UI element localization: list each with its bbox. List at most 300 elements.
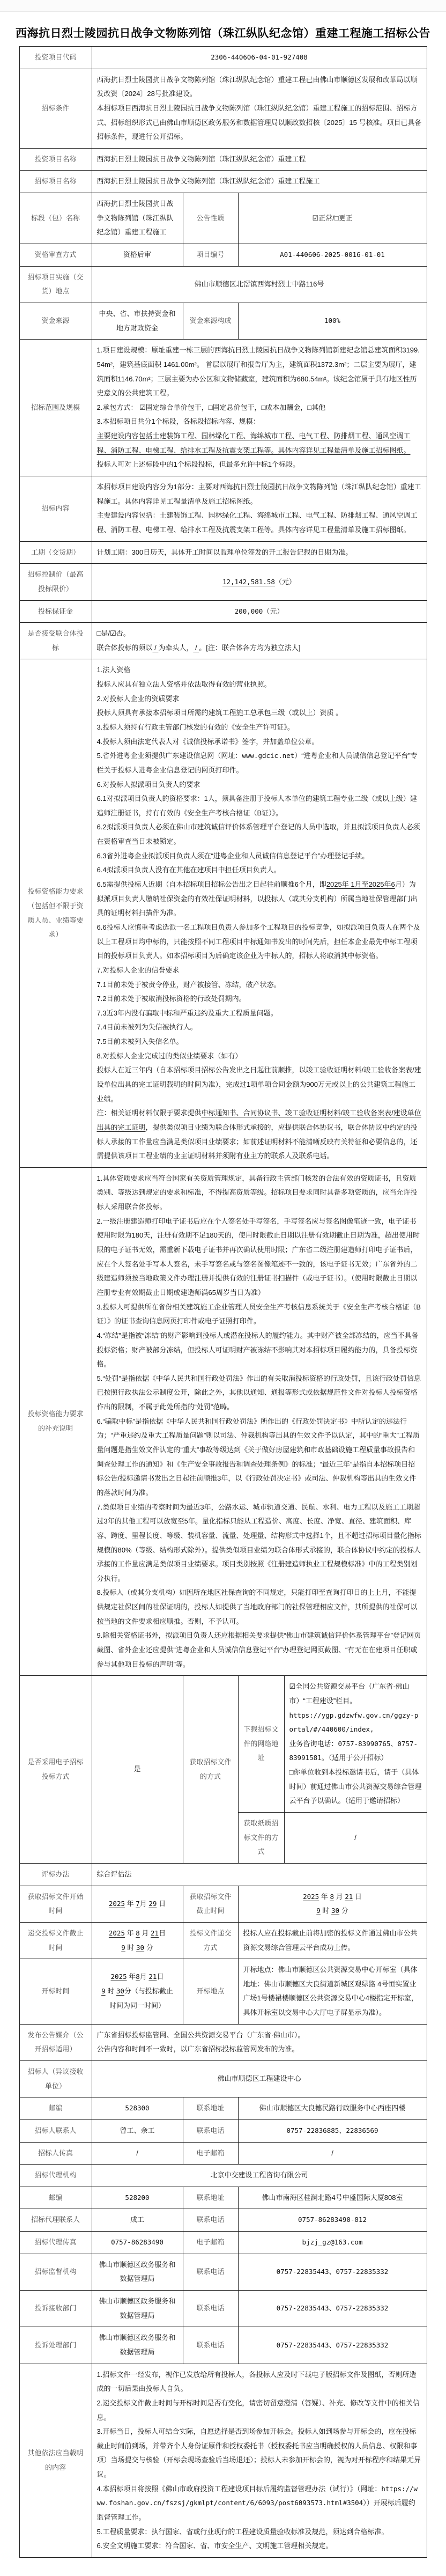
- row-value: [238, 1886, 427, 1922]
- text-line: [97, 1415, 422, 1500]
- row-value: [238, 2142, 427, 2165]
- text-line: [243, 2191, 422, 2205]
- text-segment: 分: [144, 1943, 153, 1952]
- row-label: [238, 1676, 284, 1813]
- table-row: [19, 1167, 427, 1675]
- row-value: [92, 2254, 183, 2290]
- announcement-table-body: [19, 47, 427, 2558]
- text-line: [25, 2168, 87, 2183]
- text-segment: 招标代理联系人: [31, 2216, 80, 2224]
- row-label: [19, 244, 92, 267]
- row-label: [19, 2291, 92, 2327]
- text-segment: 招标代理机构: [34, 2171, 77, 2180]
- row-value: [238, 244, 427, 267]
- table-row: [19, 541, 427, 564]
- row-label: [19, 47, 92, 69]
- text-line: [188, 1755, 233, 1784]
- text-segment: www.gdcic.net: [242, 752, 295, 760]
- row-label: [19, 623, 92, 659]
- text-line: [243, 1816, 279, 1859]
- text-segment: 9: [101, 1987, 106, 1996]
- text-line: [97, 2525, 422, 2540]
- text-line: [188, 2191, 233, 2205]
- table-row: [19, 2187, 427, 2209]
- text-line: [97, 73, 422, 101]
- text-segment: 2306-440606-04-01-927408: [211, 53, 308, 61]
- text-segment: 年: [125, 1899, 136, 1908]
- text-segment: 是否采用电子招标投标方式: [27, 1757, 84, 1780]
- row-value: [92, 2097, 183, 2120]
- text-segment: 日: [159, 1929, 166, 1937]
- text-segment: 时: [105, 1987, 116, 1996]
- text-segment: 30: [116, 1987, 124, 1996]
- text-segment: /: [136, 2148, 138, 2157]
- text-line: [25, 1984, 87, 1999]
- table-row: [19, 2165, 427, 2187]
- text-line: [97, 401, 422, 415]
- text-segment: 7.2目前未处于被取消投标资格的行政处罚期内。: [96, 995, 246, 1003]
- row-value: [238, 2209, 427, 2232]
- text-line: [97, 2482, 422, 2525]
- table-row: [19, 2142, 427, 2165]
- row-label: [183, 1959, 238, 2025]
- text-line: [188, 2338, 233, 2353]
- row-label: [19, 476, 92, 542]
- text-segment: bjzj_gz@163.com: [302, 2238, 363, 2247]
- text-segment: 联系电话: [196, 2126, 225, 2135]
- text-line: [243, 2101, 422, 2116]
- text-segment: 注：相关证明材料仅限于要求提供: [96, 1109, 202, 1117]
- row-value: [238, 2254, 427, 2290]
- text-line: [97, 2072, 422, 2086]
- text-segment: /: [354, 1833, 356, 1842]
- text-line: [97, 480, 422, 509]
- text-line: [188, 2235, 233, 2250]
- text-line: [97, 1984, 178, 1999]
- text-segment: □是/☑否。: [96, 629, 130, 638]
- text-segment: 时: [125, 1943, 137, 1952]
- text-segment: 佛山市顺德区政务服务和数据管理局: [99, 2334, 176, 2356]
- row-value: [284, 1676, 427, 1813]
- text-line: [188, 2124, 233, 2138]
- table-row: [19, 2119, 427, 2142]
- text-segment: 2025: [110, 1973, 127, 1981]
- text-line: [97, 678, 422, 692]
- text-line: [25, 2124, 87, 2138]
- text-line: [97, 546, 422, 560]
- text-segment: 发布公告媒介（公开招标适用）: [27, 2030, 84, 2054]
- row-value: [92, 2232, 183, 2254]
- text-line: [243, 2338, 422, 2353]
- text-line: [188, 2213, 233, 2227]
- text-segment: 中标通知书、合同协议书、竣工验收证明材料/竣工验收备案表/建设单位出具的完工证明: [96, 1109, 421, 1131]
- text-line: [97, 307, 178, 335]
- text-segment: 1.法人资格: [96, 666, 131, 674]
- text-segment: 联系电话: [196, 2341, 225, 2349]
- text-line: [97, 1172, 422, 1215]
- text-segment: /: [331, 2148, 333, 2157]
- text-segment: 7.1目前未处于被责令停业，财产被接管、冻结，破产状态。: [96, 980, 281, 989]
- text-line: [97, 458, 422, 472]
- text-segment: 0757-22835443: [276, 2304, 329, 2313]
- table-row: [19, 2024, 427, 2060]
- text-line: [243, 1904, 422, 1918]
- row-label: [19, 2364, 92, 2557]
- text-line: [188, 1984, 233, 1999]
- text-segment: 佛山市南海区桂澜北路4号中盛国际大厦808室: [262, 2193, 403, 2202]
- text-segment: 6.1对拟派项目负责人的资格要求：1人，须具备注册于投标人本单位的建筑工程专业二级（或以上级）建造师注册证书，持有有效的《安全生产考核合格证（B证）》。: [96, 794, 417, 817]
- text-line: [25, 2446, 87, 2475]
- table-row: [19, 1922, 427, 1959]
- text-segment: 计划工期：300日历天，具体开工时间以监理单位签发的开工报告记载的日期为准。: [96, 548, 353, 556]
- table-row: [19, 266, 427, 303]
- row-value: [92, 2209, 183, 2232]
- row-value: [92, 340, 427, 476]
- text-segment: 招标内容: [41, 504, 70, 512]
- text-segment: 3.本招标项目共分1个标段，各标段招标内容、规模：: [96, 417, 260, 426]
- text-line: [97, 921, 422, 963]
- table-row: [19, 2232, 427, 2254]
- text-line: [243, 2213, 422, 2227]
- text-line: [289, 1765, 422, 1808]
- text-line: [97, 663, 422, 678]
- text-segment: 评标办法: [41, 1870, 70, 1878]
- text-segment: 佛山市顺德区工程建设中心: [217, 2074, 301, 2083]
- text-line: [97, 197, 178, 240]
- text-segment: 为牵头人，: [158, 643, 194, 652]
- text-line: [243, 2265, 422, 2279]
- text-line: [25, 2338, 87, 2353]
- text-segment: 广东省招标投标监管网、全国公共资源交易平台（广东省·佛山市）。: [96, 2030, 305, 2039]
- text-line: [97, 1897, 178, 1911]
- text-line: [97, 749, 422, 777]
- text-segment: 0757-22835332: [336, 2341, 389, 2349]
- row-value: [92, 1167, 427, 1675]
- text-segment: 2025年 1月至2025年6: [326, 880, 395, 889]
- text-line: [25, 211, 87, 226]
- text-segment: 北京中交建设工程咨询有限公司: [210, 2171, 308, 2180]
- text-segment: 招标人（异议接收单位）: [27, 2067, 84, 2090]
- row-label: [183, 1886, 238, 1922]
- text-segment: 招标项目名称: [34, 177, 77, 186]
- row-value: [238, 2291, 427, 2327]
- text-segment: 4.“冻结”是指被“冻结”的财产影响到投标人或潜在投标人的履约能力。其中财产被全部冻结的，应当不具备投标资格；财产被部分冻结，但投标人可证明财产被冻结不影响其对本招标项目履约能力的，具备投标资格。: [96, 1331, 419, 1368]
- text-segment: 公告内容和时间不一致时，以广东省招标投标监管网发布的为准。: [96, 2045, 299, 2054]
- row-label: [19, 2254, 92, 2290]
- text-segment: 联合体投标的须以: [96, 643, 153, 652]
- text-line: [97, 2146, 178, 2161]
- text-segment: 21: [151, 1929, 159, 1937]
- row-value: [92, 2024, 427, 2060]
- text-segment: 联系地址: [196, 2193, 225, 2202]
- text-line: [25, 2146, 87, 2161]
- row-label: [19, 1959, 92, 2025]
- text-segment: 9: [316, 1907, 321, 1915]
- row-value: [238, 1959, 427, 2025]
- text-segment: 1.项目建设规模：原址重建一栋三层的西海抗日烈士陵园抗日战争文物陈列馆新建纪念馆总建筑面积3199.54m²，建筑基底面积 1461.00m²。 首层以展厅和报告厅为主，建筑面积1372.3m²；二层主要为展厅，建筑面积1146.70m²；三层主要为办公区和文物储藏室，建筑面积为680.54m²。该纪念馆属于具有地区性历史意义的公共建筑工程。: [96, 346, 420, 398]
- text-segment: 项目编号: [196, 251, 225, 259]
- text-line: [25, 502, 87, 516]
- text-segment: 月: [139, 1929, 151, 1937]
- text-line: [188, 2101, 233, 2116]
- text-segment: 528300: [125, 2104, 150, 2113]
- text-segment: 日: [157, 1973, 164, 1981]
- text-line: [97, 1926, 178, 1941]
- text-segment: 招标人传真: [38, 2148, 73, 2157]
- text-line: [97, 1867, 422, 1882]
- text-line: [97, 248, 178, 262]
- text-segment: 0757-22835443: [276, 2341, 329, 2349]
- text-segment: 0757-86283490: [111, 2238, 163, 2247]
- row-value: [92, 2364, 427, 2557]
- text-segment: 5.省外进粤企业须提供广东建设信息网（网址：: [96, 752, 242, 760]
- row-label: [19, 1863, 92, 1886]
- text-segment: 。（适用于公开招标）: [321, 1754, 388, 1762]
- text-line: [243, 248, 422, 262]
- text-segment: 8: [136, 1973, 140, 1981]
- text-segment: 0757-83990765: [338, 1739, 391, 1748]
- text-line: [25, 2191, 87, 2205]
- text-line: [243, 1723, 279, 1765]
- text-line: [97, 692, 422, 706]
- row-value: [92, 266, 427, 303]
- text-segment: ☑正常/□更正: [312, 214, 353, 222]
- text-line: [97, 343, 422, 401]
- text-line: [97, 605, 422, 619]
- text-segment: 6.4拟派项目负责人没有在其他在建项目中担任项目负责人。: [96, 866, 281, 874]
- text-line: [97, 101, 422, 144]
- text-segment: 西海抗日烈士陵园抗日战争文物陈列馆（珠江纵队纪念馆）重建工程: [96, 154, 306, 163]
- text-line: [25, 314, 87, 328]
- text-segment: 招标控制价（最高投标限价）: [27, 570, 84, 593]
- text-segment: 业务咨询电话：: [289, 1739, 338, 1748]
- text-segment: 528200: [125, 2193, 150, 2202]
- row-label: [19, 541, 92, 564]
- table-row: [19, 2097, 427, 2120]
- table-row: [19, 564, 427, 600]
- text-line: [243, 211, 422, 226]
- text-line: [97, 963, 422, 978]
- text-segment: 月: [139, 1899, 149, 1908]
- row-label: [183, 1922, 238, 1959]
- text-segment: 投标资格能力要求（包括但不限于资质人员、业绩等要求）: [27, 887, 84, 939]
- row-value: [284, 1813, 427, 1864]
- table-row: [19, 1676, 427, 1813]
- text-segment: 获取招标文件截止时间: [189, 1892, 232, 1915]
- text-segment: 6.“骗取中标”是指依据《中华人民共和国行政处罚法》所作出的《行政处罚决定书》中所认定的违法行为；“严重违约及重大工程质量问题”则以司法、仲裁机构等出具的生效文件予以认定，其中的“重大”工程质量问题是指生效文件认定的“重大”事故等级达到《关于做好房屋建筑和市政基础设施工程质量事故报告和调查处理工作的通知》和《生产安全事故报告和调查处理条例》的标准；“最近三年”是指自本招标项目招标公告/投标邀请书发出之日起往前顺推3年，以《行政处罚决定书》或司法、仲裁机构等出具的生效文件的落款时间为准。: [96, 1417, 420, 1497]
- text-segment: 30: [331, 1907, 340, 1915]
- text-line: [97, 878, 422, 921]
- row-value: [92, 2327, 183, 2364]
- row-value: [92, 1886, 183, 1922]
- row-value: [92, 2061, 427, 2097]
- row-value: [238, 193, 427, 244]
- text-segment: 7.对投标人企业的信誉要求: [96, 966, 180, 974]
- table-row: [19, 2061, 427, 2097]
- text-line: [97, 720, 422, 735]
- row-label: [19, 659, 92, 1167]
- text-segment: 100%: [324, 317, 341, 325]
- row-value: [238, 2097, 427, 2120]
- text-segment: 成工: [130, 2216, 144, 2224]
- text-segment: 21: [345, 1892, 353, 1901]
- text-segment: 、: [390, 1739, 398, 1748]
- row-value: [238, 1922, 427, 1959]
- text-segment: 获取招标文件开始时间: [27, 1892, 84, 1915]
- table-row: [19, 244, 427, 267]
- text-line: [25, 50, 87, 65]
- text-segment: 0757-22836885: [286, 2126, 339, 2135]
- text-line: [97, 174, 422, 189]
- row-label: [183, 2291, 238, 2327]
- text-segment: 投标资格能力要求的补充说明: [27, 1410, 84, 1433]
- text-segment: 8: [330, 1892, 334, 1901]
- text-segment: 获取纸质招标文件的方式: [243, 1819, 279, 1856]
- row-label: [183, 244, 238, 267]
- text-line: [97, 1941, 178, 1955]
- text-segment: 递交投标文件截止时间: [27, 1929, 84, 1952]
- text-segment: 综合评估法: [96, 1870, 132, 1878]
- text-segment: 0757-22835443: [276, 2268, 329, 2276]
- text-line: [25, 2235, 87, 2250]
- text-line: [243, 314, 422, 328]
- row-label: [183, 2209, 238, 2232]
- text-line: [243, 2301, 422, 2316]
- text-segment: 是否接受联合体投标: [27, 629, 84, 652]
- table-row: [19, 2291, 427, 2327]
- row-value: [238, 303, 427, 339]
- text-line: [97, 2235, 178, 2250]
- text-segment: 下载招标文件的网络地址: [243, 1725, 279, 1762]
- text-segment: 投标文件递交方式: [189, 1929, 232, 1952]
- row-value: [238, 2119, 427, 2142]
- text-line: [97, 820, 422, 849]
- text-line: [25, 2101, 87, 2116]
- row-value: [92, 623, 427, 659]
- text-segment: 0757-22835332: [336, 2268, 389, 2276]
- text-line: [289, 1831, 422, 1845]
- text-segment: 7.类似项目业绩的考察时间为最近3年，公路水运、城市轨道交通、民航、水利、电力工程以及施工工期超过3年的其他工程可以放宽至5年。量化指标只能从工程造价、高度、长度、净宽、直径、建筑面积、库容、跨度、里程长度、等级、装机容量、流量、处理量、结构形式中选择1个，且不超过招标项目量化指标规模的80%（等级、结构形式除外）。提供类似项目业绩为联合体形式承接的，联合体协议中约定的投标人承接的工作量应满足类似项目业绩要求。项目类别按照《注册建造师执业工程规模标准》中的工程类别划分执行。: [96, 1503, 421, 1583]
- table-row: [19, 340, 427, 476]
- text-segment: 招标项目实施（交货）地点: [27, 273, 84, 296]
- text-segment: 5.“处罚”是指依据《中华人民共和国行政处罚法》作出的有关取消投标资格的行政处罚，且该行政处罚信息已按照行政执法公示制度公开，除此之外，其他以通知、通报等形式或依据规范性文件对投标人投标资格作出的限制，不属于此处所指的“处罚”范畴。: [96, 1374, 421, 1411]
- text-segment: 本招标项目建设内容分为1部分：主要对西海抗日烈士陵园抗日战争文物陈列馆（珠江纵队纪念馆）重建工程施工。具体内容详见工程量清单及施工招标图纸。: [96, 483, 421, 505]
- text-line: [188, 2301, 233, 2316]
- row-label: [238, 1813, 284, 1864]
- text-segment: 0757-86283490-812: [298, 2216, 367, 2224]
- table-row: [19, 2209, 427, 2232]
- text-segment: 招标监督机构: [34, 2268, 77, 2276]
- text-segment: 2.递交投标文件截止时间与开标时间是否有变化，请密切留意澄清（答疑）、补充、修改等文件中的相关信息。: [96, 2398, 420, 2422]
- text-segment: 年: [127, 1973, 136, 1981]
- text-segment: 8.对投标人企业完成过的类似业绩要求（如有）: [96, 1051, 242, 1060]
- text-line: [188, 211, 233, 226]
- text-segment: 、: [329, 2304, 336, 2313]
- text-segment: 获取招标文件的方式: [189, 1757, 232, 1780]
- text-segment: 22836569: [346, 2126, 378, 2135]
- row-label: [19, 2209, 92, 2232]
- row-label: [19, 2119, 92, 2142]
- row-value: [92, 1863, 427, 1886]
- row-label: [183, 303, 238, 339]
- text-segment: 6.安全文明施工要求：符合国家、省、市安全生产、文明施工管理相关规定。: [96, 2542, 333, 2550]
- text-segment: /: [152, 643, 159, 652]
- row-label: [19, 600, 92, 623]
- text-segment: 投标人应具有独立法人资格并依法取得有效的营业执照。: [96, 680, 271, 689]
- text-segment: ）“进粤企业和人员诚信信息登记平台”专栏关于投标人进粤企业信息登记的网页打印件。: [96, 752, 418, 774]
- text-segment: 时间为同一时间）: [109, 2001, 165, 2010]
- text-line: [97, 627, 422, 641]
- text-line: [289, 1680, 422, 1708]
- text-segment: 公告性质: [196, 214, 225, 222]
- text-line: [25, 401, 87, 415]
- text-line: [97, 1300, 422, 1329]
- row-value: [92, 303, 183, 339]
- text-segment: 投资项目名称: [34, 154, 77, 163]
- text-line: [97, 849, 422, 864]
- row-label: [19, 2142, 92, 2165]
- text-line: [97, 863, 422, 878]
- text-segment: 分: [339, 1907, 348, 1915]
- text-line: [25, 1407, 87, 1436]
- text-segment: 分（与投标截止: [124, 1987, 173, 1996]
- row-label: [183, 2232, 238, 2254]
- text-segment: 2.对投标人企业的资质要求: [96, 694, 180, 703]
- row-label: [19, 2232, 92, 2254]
- row-value: [92, 1922, 183, 1959]
- text-segment: 工期（交货期）: [31, 548, 80, 556]
- text-line: [243, 1926, 422, 1955]
- text-segment: 0757-22835332: [336, 2304, 389, 2313]
- text-segment: 2.承包方式： ☑固定综合单价包干，□固定总价包干，□成本加酬金，□其他: [96, 403, 326, 411]
- table-row: [19, 2364, 427, 2557]
- row-label: [183, 193, 238, 244]
- text-segment: 、: [329, 2268, 336, 2276]
- text-segment: 西海抗日烈士陵园抗日战争文物陈列馆（珠江纵队纪念馆）重建工程已由佛山市顺德区发展和改革局以顺发改资〔2024〕28号批准建设。: [96, 75, 418, 98]
- text-segment: 邮编: [48, 2104, 63, 2113]
- text-segment: 佛山市顺德区政务服务和数据管理局: [99, 2297, 176, 2320]
- text-line: [243, 2124, 422, 2138]
- row-value: [92, 1959, 183, 2025]
- text-segment: 7.5目前未被列入失信名单。: [96, 1037, 183, 1046]
- text-line: [97, 2425, 422, 2482]
- row-value: [92, 244, 183, 267]
- row-value: [92, 2119, 183, 2142]
- row-label: [19, 2327, 92, 2364]
- text-segment: 联系地址: [196, 2104, 225, 2113]
- text-line: [25, 152, 87, 167]
- text-line: [97, 1035, 422, 1049]
- text-line: [97, 50, 422, 65]
- row-value: [238, 2187, 427, 2209]
- text-line: [97, 2042, 422, 2057]
- table-row: [19, 69, 427, 148]
- row-value: [92, 69, 427, 148]
- text-line: [97, 2539, 422, 2553]
- text-line: [97, 778, 422, 792]
- table-row: [19, 2327, 427, 2364]
- text-segment: 开标地点：佛山市顺德区公共资源交易中心开标室（具体地址：佛山市顺德区大良街道新城区观绿路 4号恒实置业广场1号楼裙楼顺德区公共资源交易中心4楼指定开标室，具体开标室以交易中心大厅电子屏显示为准）。: [243, 1966, 418, 2017]
- text-line: [188, 314, 233, 328]
- text-segment: 8: [136, 1929, 140, 1937]
- row-label: [19, 2097, 92, 2120]
- text-segment: 9.除相关资格证书外，拟派项目负责人还应根据相关要求提供“佛山市建筑诚信评价体系管理平台”登记网页截图、省外企业还应提供“进粤企业和人员诚信信息登记平台”办理登记网页截图、“有无在在建项目任职或参与其他项目投标的声明”等。: [96, 1631, 421, 1668]
- text-segment: 标段（包）名称: [31, 214, 80, 222]
- text-segment: 7.3近3年内没有骗取中标和严重违约及重大工程质量问题。: [96, 1009, 278, 1017]
- text-line: [25, 568, 87, 596]
- row-label: [183, 2254, 238, 2290]
- text-line: [97, 1629, 422, 1672]
